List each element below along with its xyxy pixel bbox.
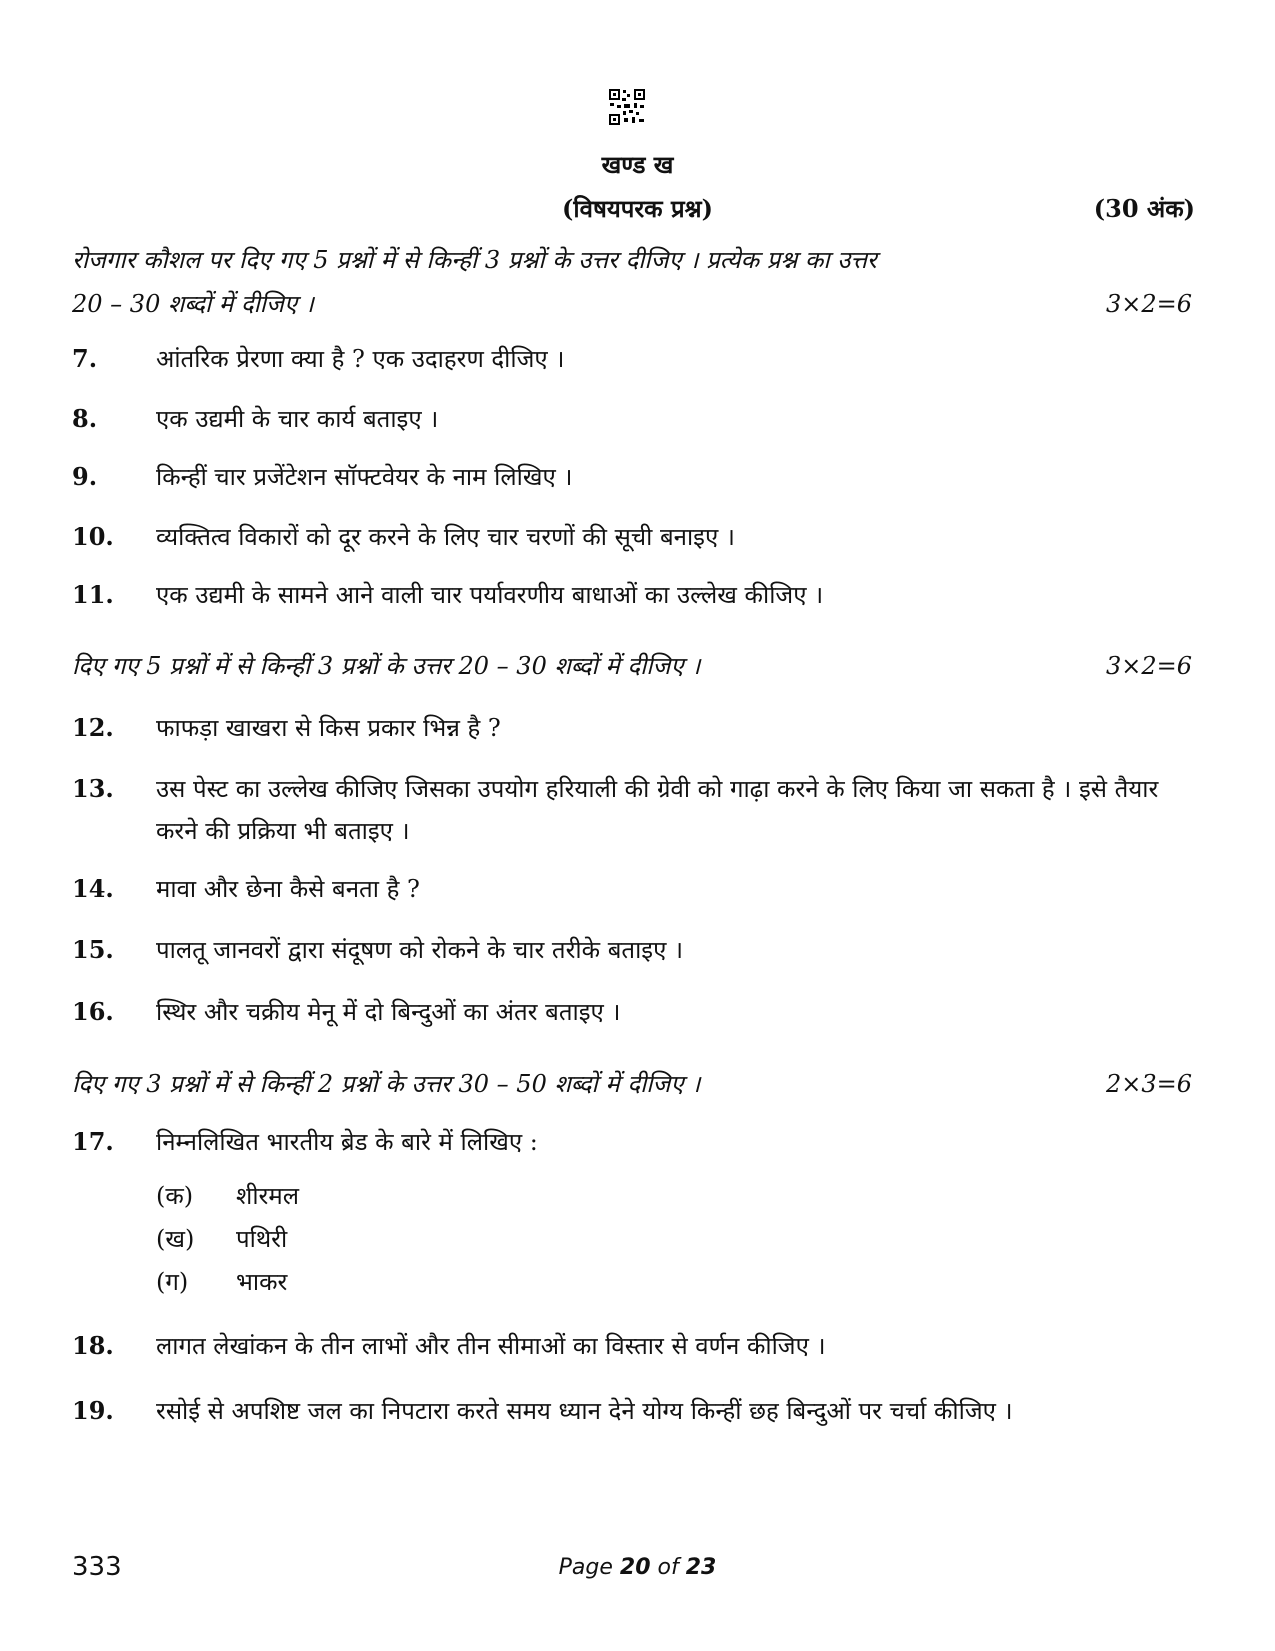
- question: [72, 707, 1192, 749]
- question-number: 17.: [72, 1127, 114, 1156]
- question-number: 18.: [72, 1331, 114, 1360]
- question-number: 9.: [72, 462, 98, 491]
- question: [72, 868, 1192, 910]
- instruction-text: दिए गए 5 प्रश्नों में से किन्हीं 3 प्रश्नों के उत्तर 20 – 30 शब्दों में दीजिए ।: [72, 652, 701, 680]
- question-text: एक उद्यमी के सामने आने वाली चार पर्यावरणीय बाधाओं का उल्लेख कीजिए ।: [156, 581, 824, 609]
- sub-question: [156, 1261, 287, 1303]
- question: [72, 991, 1192, 1033]
- section-subtitle: (विषयपरक प्रश्न): [562, 194, 713, 223]
- question: [72, 1325, 1192, 1367]
- page-prefix: Page: [558, 1555, 613, 1580]
- question-text: उस पेस्ट का उल्लेख कीजिए जिसका उपयोग हरियाली की ग्रेवी को गाढ़ा करने के लिए किया जा सकता है । इसे तैयार करने की प्रक्रिया भी बताइए ।: [156, 775, 1159, 845]
- question-text: किन्हीं चार प्रजेंटेशन सॉफ्टवेयर के नाम लिखिए ।: [156, 463, 573, 491]
- question: [72, 338, 1192, 380]
- page-current: 20: [619, 1555, 651, 1580]
- question-text: निम्नलिखित भारतीय ब्रेड के बारे में लिखिए :: [156, 1128, 538, 1156]
- question-text: व्यक्तित्व विकारों को दूर करने के लिए चार चरणों की सूची बनाइए ।: [156, 523, 735, 551]
- question-number: 13.: [72, 774, 114, 803]
- question-number: 15.: [72, 935, 114, 964]
- question-number: 8.: [72, 404, 98, 433]
- question: [72, 456, 1192, 498]
- sub-question-label: (ग): [156, 1268, 189, 1296]
- sub-question: [156, 1218, 287, 1260]
- question-number: 16.: [72, 997, 114, 1026]
- paper-code: 333: [72, 1552, 122, 1582]
- question-number: 7.: [72, 344, 98, 373]
- sub-question: [156, 1175, 299, 1217]
- sub-question-label: (ख): [156, 1225, 195, 1253]
- instruction-block: [72, 644, 1192, 688]
- sub-question-label: (क): [156, 1182, 194, 1210]
- question-number: 11.: [72, 580, 114, 609]
- instruction-text: रोजगार कौशल पर दिए गए 5 प्रश्नों में से किन्हीं 3 प्रश्नों के उत्तर दीजिए । प्रत्येक प्रश्न का उत्तर: [72, 246, 877, 274]
- question-text: पालतू जानवरों द्वारा संदूषण को रोकने के चार तरीके बताइए ।: [156, 936, 684, 964]
- instruction-text: 20 – 30 शब्दों में दीजिए ।: [72, 290, 314, 318]
- question-text: मावा और छेना कैसे बनता है ?: [156, 875, 420, 903]
- section-title: खण्ड ख: [601, 150, 674, 179]
- question: [72, 398, 1192, 440]
- page-number: [0, 1555, 1275, 1580]
- marks-scheme: 2×3=6: [1105, 1070, 1192, 1098]
- question-text: फाफड़ा खाखरा से किस प्रकार भिन्न है ?: [156, 714, 501, 742]
- qr-code-icon: [608, 88, 646, 126]
- question-text: एक उद्यमी के चार कार्य बताइए ।: [156, 405, 439, 433]
- marks-scheme: 3×2=6: [1105, 290, 1192, 318]
- question: [72, 516, 1192, 558]
- question: [72, 768, 1192, 852]
- question: [72, 1121, 1192, 1163]
- question: [72, 929, 1192, 971]
- question-number: 14.: [72, 874, 114, 903]
- instruction-text: दिए गए 3 प्रश्नों में से किन्हीं 2 प्रश्नों के उत्तर 30 – 50 शब्दों में दीजिए ।: [72, 1070, 701, 1098]
- question-number: 12.: [72, 713, 114, 742]
- question-text: स्थिर और चक्रीय मेनू में दो बिन्दुओं का अंतर बताइए ।: [156, 998, 621, 1026]
- question-text: रसोई से अपशिष्ट जल का निपटारा करते समय ध्यान देने योग्य किन्हीं छह बिन्दुओं पर चर्चा कीजिए ।: [156, 1397, 1013, 1425]
- sub-question-text: भाकर: [236, 1268, 288, 1296]
- page-of: of: [657, 1555, 679, 1580]
- question-text: आंतरिक प्रेरणा क्या है ? एक उदाहरण दीजिए ।: [156, 345, 565, 373]
- instruction-block: [72, 1062, 1192, 1106]
- total-marks: (30 अंक): [1093, 194, 1195, 223]
- question-text: लागत लेखांकन के तीन लाभों और तीन सीमाओं का विस्तार से वर्णन कीजिए ।: [156, 1332, 826, 1360]
- sub-question-text: शीरमल: [236, 1182, 299, 1210]
- question-number: 10.: [72, 522, 114, 551]
- question: [72, 574, 1192, 616]
- sub-question-text: पथिरी: [236, 1225, 288, 1253]
- question: [72, 1390, 1192, 1432]
- marks-scheme: 3×2=6: [1105, 652, 1192, 680]
- instruction-block: [72, 238, 1192, 326]
- question-number: 19.: [72, 1396, 114, 1425]
- page-total: 23: [685, 1555, 717, 1580]
